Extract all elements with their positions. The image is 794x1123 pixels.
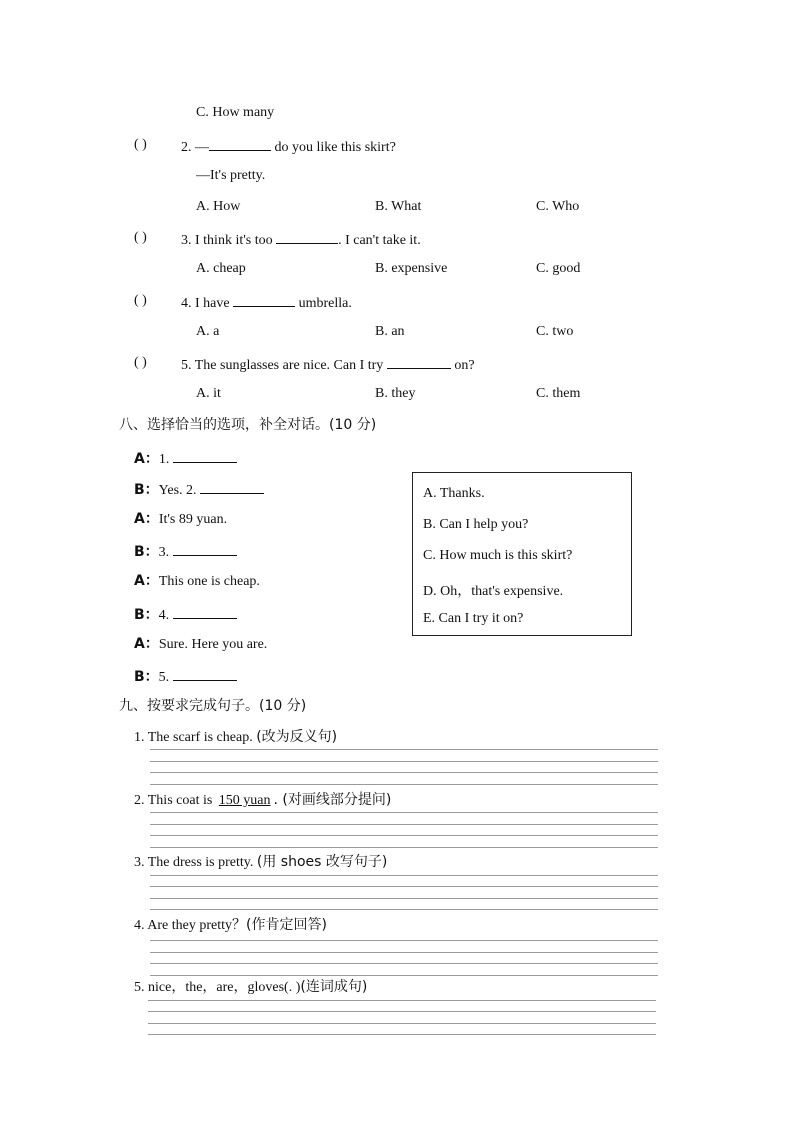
task-5	[134, 978, 367, 997]
answer-line[interactable]	[148, 1000, 656, 1001]
dialog-line-4	[134, 541, 237, 562]
question-number: 5.	[181, 358, 192, 373]
answer-line[interactable]	[150, 772, 658, 773]
q2-option-c[interactable]: C. Who	[536, 199, 580, 214]
answer-paren-5[interactable]: ( )	[134, 355, 147, 370]
dialog-text: 5.	[158, 670, 173, 685]
q3-option-a[interactable]: A. cheap	[196, 261, 246, 276]
fill-blank[interactable]	[173, 666, 237, 681]
question-text-post: . I can't take it.	[338, 233, 421, 248]
answer-line[interactable]	[150, 847, 658, 848]
task-2	[134, 791, 391, 810]
task-text: 3. The dress is pretty.	[134, 855, 257, 870]
q5-option-c[interactable]: C. them	[536, 386, 581, 401]
answer-paren-3[interactable]: ( )	[134, 230, 147, 245]
task-instruction: (用 shoes 改写句子)	[256, 854, 388, 870]
choice-b[interactable]: B. Can I help you?	[423, 517, 529, 532]
dialog-text: Yes. 2.	[158, 483, 201, 498]
question-number: 3.	[181, 233, 192, 248]
fill-blank[interactable]	[276, 229, 338, 244]
answer-line[interactable]	[150, 952, 658, 953]
speaker: B：	[134, 482, 159, 498]
task-instruction: (改为反义句)	[256, 729, 338, 745]
speaker: A：	[134, 573, 159, 589]
q4-option-c[interactable]: C. two	[536, 324, 574, 339]
question-2	[181, 136, 396, 157]
task-text: 5. nice，the，are，gloves(. )	[134, 980, 301, 995]
answer-line[interactable]	[148, 1034, 656, 1035]
q5-option-a[interactable]: A. it	[196, 386, 221, 401]
choice-d[interactable]: D. Oh，that's expensive.	[423, 584, 564, 599]
answer-line[interactable]	[150, 784, 658, 785]
q4-option-a[interactable]: A. a	[196, 324, 220, 339]
q3-option-b[interactable]: B. expensive	[375, 261, 448, 276]
task-text: 1. The scarf is cheap.	[134, 730, 257, 745]
task-instruction: (连词成句)	[300, 979, 368, 995]
answer-line[interactable]	[150, 835, 658, 836]
q1-option-c: C. How many	[196, 105, 275, 120]
dialog-line-5	[134, 572, 260, 591]
question-text-post: umbrella.	[295, 296, 352, 311]
speaker: B：	[134, 544, 159, 560]
task-4	[134, 916, 327, 935]
question-text-pre: I have	[195, 296, 234, 311]
q2-option-b[interactable]: B. What	[375, 199, 422, 214]
dialog-text: It's 89 yuan.	[158, 512, 228, 527]
answer-line[interactable]	[150, 749, 658, 750]
speaker: B：	[134, 607, 159, 623]
task-instruction: . (对画线部分提问)	[273, 792, 392, 808]
dialog-text: This one is cheap.	[158, 574, 260, 589]
dialog-line-2	[134, 479, 264, 500]
dialog-line-7	[134, 635, 267, 654]
fill-blank[interactable]	[387, 354, 451, 369]
dialog-line-8	[134, 666, 237, 687]
question-number: 4.	[181, 296, 192, 311]
answer-line[interactable]	[148, 1023, 656, 1024]
question-number: 2.	[181, 140, 192, 155]
question-2-reply: —It's pretty.	[196, 168, 266, 183]
answer-line[interactable]	[150, 963, 658, 964]
answer-paren-2[interactable]: ( )	[134, 137, 147, 152]
answer-line[interactable]	[150, 875, 658, 876]
answer-line[interactable]	[150, 886, 658, 887]
speaker: A：	[134, 511, 159, 527]
q4-option-b[interactable]: B. an	[375, 324, 405, 339]
q2-option-a[interactable]: A. How	[196, 199, 241, 214]
section-9-title: 九、按要求完成句子。(10 分)	[119, 698, 307, 714]
underlined-phrase: 150 yuan	[218, 793, 271, 808]
question-text-pre: The sunglasses are nice. Can I try	[194, 358, 387, 373]
answer-line[interactable]	[150, 761, 658, 762]
fill-blank[interactable]	[209, 136, 271, 151]
question-text-pre: —	[195, 140, 209, 155]
question-text-pre: I think it's too	[195, 233, 277, 248]
answer-line[interactable]	[150, 812, 658, 813]
question-3	[181, 229, 421, 250]
dialog-text: 3.	[158, 545, 173, 560]
dialog-text: 1.	[158, 452, 173, 467]
options-box	[412, 472, 632, 636]
section-8-title: 八、选择恰当的选项，补全对话。(10 分)	[119, 417, 377, 433]
answer-line[interactable]	[150, 909, 658, 910]
fill-blank[interactable]	[173, 604, 237, 619]
dialog-line-1	[134, 448, 237, 469]
question-text-post: on?	[450, 358, 475, 373]
fill-blank[interactable]	[173, 448, 237, 463]
task-text: 2. This coat is	[134, 793, 216, 808]
answer-line[interactable]	[150, 898, 658, 899]
task-instruction: (作肯定回答)	[245, 917, 327, 933]
question-4	[181, 292, 352, 313]
dialog-text: 4.	[158, 608, 173, 623]
task-text: 4. Are they pretty？	[134, 918, 246, 933]
question-text-post: do you like this skirt?	[271, 140, 396, 155]
task-3	[134, 853, 387, 872]
answer-line[interactable]	[150, 824, 658, 825]
speaker: A：	[134, 636, 159, 652]
choice-e[interactable]: E. Can I try it on?	[423, 611, 524, 626]
speaker: B：	[134, 669, 159, 685]
task-1	[134, 728, 337, 747]
fill-blank[interactable]	[173, 541, 237, 556]
choice-a[interactable]: A. Thanks.	[423, 486, 485, 501]
choice-c[interactable]: C. How much is this skirt?	[423, 548, 573, 563]
answer-line[interactable]	[148, 1011, 656, 1012]
answer-paren-4[interactable]: ( )	[134, 293, 147, 308]
fill-blank[interactable]	[233, 292, 295, 307]
answer-line[interactable]	[150, 940, 658, 941]
q3-option-c[interactable]: C. good	[536, 261, 581, 276]
dialog-text: Sure. Here you are.	[158, 637, 268, 652]
fill-blank[interactable]	[200, 479, 264, 494]
question-5	[181, 354, 475, 375]
dialog-line-6	[134, 604, 237, 625]
answer-line[interactable]	[150, 975, 658, 976]
q5-option-b[interactable]: B. they	[375, 386, 416, 401]
dialog-line-3	[134, 510, 227, 529]
speaker: A：	[134, 451, 159, 467]
